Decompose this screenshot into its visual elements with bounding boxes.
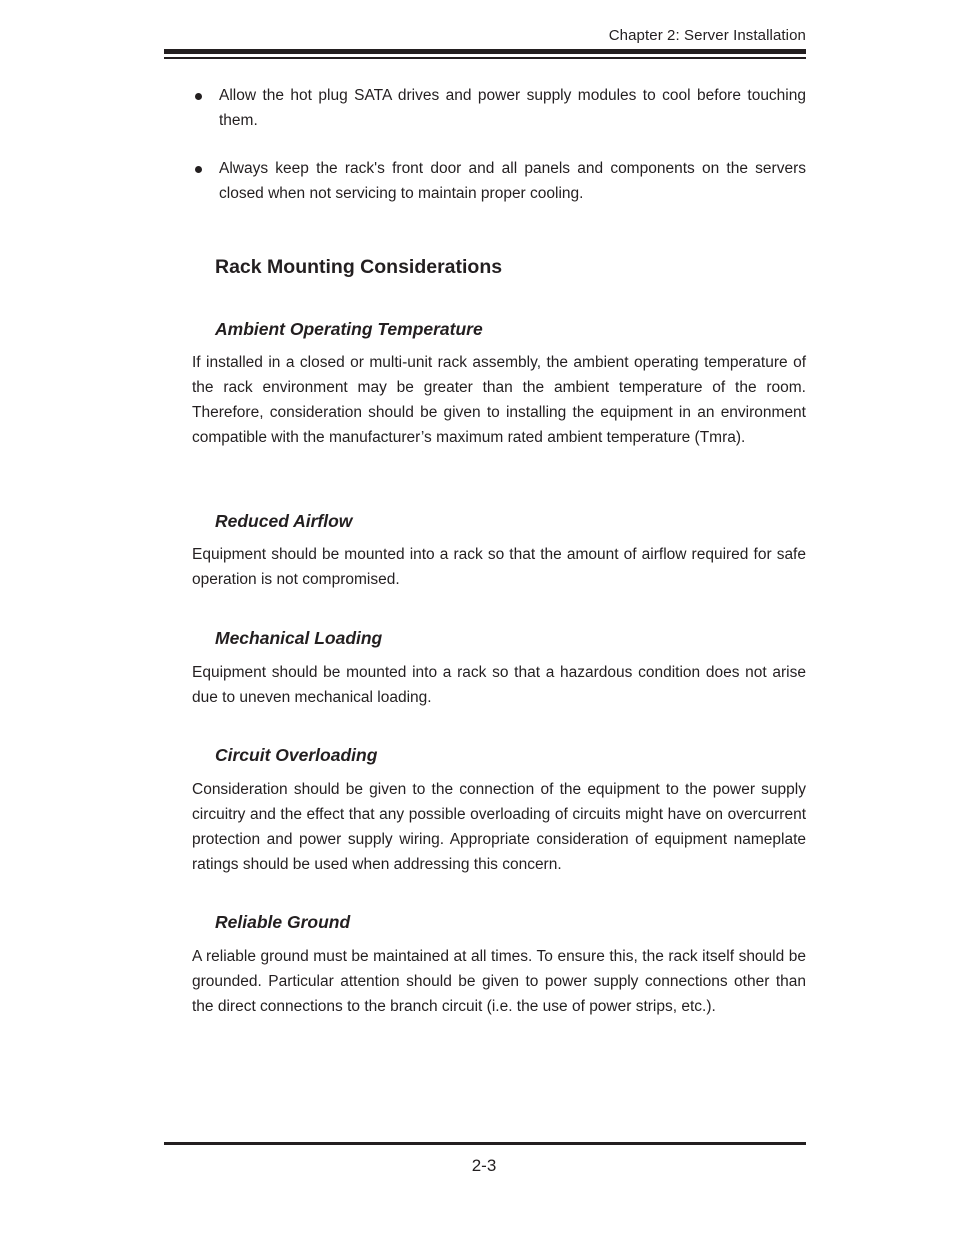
subsection-title: Reduced Airflow: [215, 511, 353, 531]
header-rule-thick: [164, 49, 806, 54]
chapter-title: Chapter 2: Server Installation: [608, 27, 806, 44]
header-rule-thin: [164, 57, 806, 59]
page-number: 2-3: [471, 1156, 497, 1175]
subsection-body: Consideration should be given to the connection of the equipment to the power supply circuitry and the effect that any possible overloading of circuits might have on overcurrent protection and power supply wiring. Appropriate consideration of equipment nameplate ratings should be used when addressing this concern.: [192, 781, 806, 873]
subsection-title: Mechanical Loading: [215, 628, 383, 648]
subsection-title: Ambient Operating Temperature: [215, 319, 483, 339]
bullet-item: [192, 83, 806, 133]
header-rule: [164, 49, 806, 60]
footer-rule: [164, 1142, 806, 1145]
subsection-body: A reliable ground must be maintained at all times. To ensure this, the rack itself should be grounded. Particular attention should be given to power supply connections other than the direct connections to the branch circuit (i.e. the use of power strips, etc.).: [192, 948, 806, 1015]
subsection-title: Circuit Overloading: [215, 745, 378, 765]
subsection-body: Equipment should be mounted into a rack so that the amount of airflow required for safe operation is not compromised.: [192, 546, 806, 588]
subsection-title: Reliable Ground: [215, 912, 351, 932]
bullet-icon: [195, 93, 202, 100]
bullet-text: Always keep the rack's front door and all panels and components on the servers closed when not servicing to maintain proper cooling.: [219, 160, 806, 202]
subsection-body: Equipment should be mounted into a rack so that a hazardous condition does not arise due to uneven mechanical loading.: [192, 664, 806, 706]
bullet-item: [192, 156, 806, 206]
subsection-body: If installed in a closed or multi-unit rack assembly, the ambient operating temperature of the rack environment may be greater than the ambient temperature of the room. Therefore, consideration should be given to installing the equipment in an environment compatible with the manufacturer’s maximum rated ambient temperature (Tmra).: [192, 354, 806, 446]
bullet-icon: [195, 166, 202, 173]
bullet-text: Allow the hot plug SATA drives and power supply modules to cool before touching them.: [219, 87, 806, 129]
section-title: Rack Mounting Considerations: [215, 256, 503, 278]
